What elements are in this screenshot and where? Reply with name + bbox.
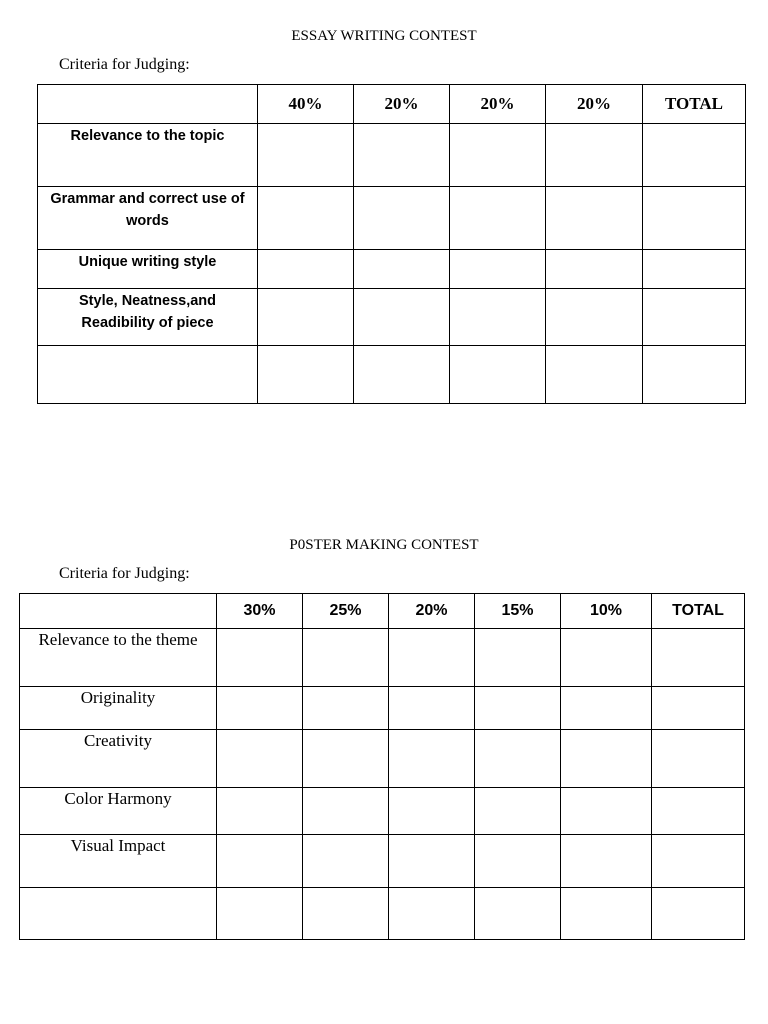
score-cell[interactable]: [258, 124, 354, 187]
essay-criterion-label: Relevance to the topic: [38, 124, 258, 187]
essay-header-total: TOTAL: [643, 85, 746, 124]
score-cell[interactable]: [561, 629, 652, 687]
score-cell[interactable]: [303, 788, 389, 835]
score-cell[interactable]: [450, 187, 546, 250]
score-cell[interactable]: [389, 730, 475, 788]
score-cell[interactable]: [450, 250, 546, 289]
score-cell[interactable]: [475, 788, 561, 835]
total-cell[interactable]: [652, 687, 745, 730]
total-cell[interactable]: [643, 250, 746, 289]
score-cell[interactable]: [258, 346, 354, 404]
score-cell[interactable]: [354, 289, 450, 346]
essay-criterion-label: Unique writing style: [38, 250, 258, 289]
poster-header-total: TOTAL: [652, 594, 745, 629]
table-row: [20, 730, 745, 788]
total-cell[interactable]: [643, 124, 746, 187]
table-row: [20, 629, 745, 687]
score-cell[interactable]: [475, 687, 561, 730]
score-cell[interactable]: [561, 730, 652, 788]
essay-criterion-label: Grammar and correct use of words: [38, 187, 258, 250]
score-cell[interactable]: [475, 629, 561, 687]
score-cell[interactable]: [303, 687, 389, 730]
score-cell[interactable]: [217, 888, 303, 940]
total-cell[interactable]: [652, 629, 745, 687]
table-row: [20, 687, 745, 730]
score-cell[interactable]: [217, 788, 303, 835]
total-cell[interactable]: [652, 730, 745, 788]
essay-header-weight-1: 40%: [258, 85, 354, 124]
score-cell[interactable]: [258, 187, 354, 250]
poster-header-weight-1: 30%: [217, 594, 303, 629]
score-cell[interactable]: [561, 888, 652, 940]
score-cell[interactable]: [217, 835, 303, 888]
score-cell[interactable]: [354, 124, 450, 187]
table-row: [38, 346, 746, 404]
table-row: [38, 124, 746, 187]
score-cell[interactable]: [303, 629, 389, 687]
total-cell[interactable]: [652, 788, 745, 835]
score-cell[interactable]: [561, 835, 652, 888]
poster-header-weight-2: 25%: [303, 594, 389, 629]
score-cell[interactable]: [450, 346, 546, 404]
poster-criterion-label: Originality: [20, 687, 217, 730]
score-cell[interactable]: [475, 730, 561, 788]
score-cell[interactable]: [389, 687, 475, 730]
score-cell[interactable]: [303, 888, 389, 940]
essay-criterion-label: Style, Neatness,and Readibility of piece: [38, 289, 258, 346]
score-cell[interactable]: [303, 835, 389, 888]
table-row: [20, 888, 745, 940]
score-cell[interactable]: [450, 289, 546, 346]
poster-criterion-label: Visual Impact: [20, 835, 217, 888]
table-row: [20, 788, 745, 835]
essay-header-row: [38, 85, 746, 124]
poster-header-row: [20, 594, 745, 629]
score-cell[interactable]: [475, 835, 561, 888]
total-cell[interactable]: [652, 888, 745, 940]
score-cell[interactable]: [561, 687, 652, 730]
score-cell[interactable]: [546, 346, 643, 404]
score-cell[interactable]: [546, 124, 643, 187]
score-cell[interactable]: [217, 730, 303, 788]
score-cell[interactable]: [354, 187, 450, 250]
poster-header-weight-5: 10%: [561, 594, 652, 629]
score-cell[interactable]: [258, 250, 354, 289]
table-row: [38, 289, 746, 346]
score-cell[interactable]: [217, 629, 303, 687]
score-cell[interactable]: [217, 687, 303, 730]
poster-criteria-label: Criteria for Judging:: [59, 565, 190, 582]
score-cell[interactable]: [546, 250, 643, 289]
score-cell[interactable]: [546, 187, 643, 250]
poster-header-weight-4: 15%: [475, 594, 561, 629]
score-cell[interactable]: [546, 289, 643, 346]
score-cell[interactable]: [389, 888, 475, 940]
essay-contest-title: ESSAY WRITING CONTEST: [291, 28, 477, 44]
score-cell[interactable]: [354, 346, 450, 404]
poster-criterion-label: Color Harmony: [20, 788, 217, 835]
poster-criteria-table: [19, 593, 745, 940]
total-cell[interactable]: [643, 346, 746, 404]
poster-header-weight-3: 20%: [389, 594, 475, 629]
score-cell[interactable]: [389, 788, 475, 835]
essay-header-weight-3: 20%: [450, 85, 546, 124]
essay-criteria-label: Criteria for Judging:: [59, 56, 190, 73]
poster-header-blank: [20, 594, 217, 629]
total-cell[interactable]: [643, 289, 746, 346]
poster-contest-title: P0STER MAKING CONTEST: [289, 537, 479, 553]
score-cell[interactable]: [389, 835, 475, 888]
table-row: [20, 835, 745, 888]
essay-header-weight-2: 20%: [354, 85, 450, 124]
score-cell[interactable]: [258, 289, 354, 346]
essay-header-blank: [38, 85, 258, 124]
essay-criteria-table: [37, 84, 746, 404]
total-cell[interactable]: [643, 187, 746, 250]
essay-header-weight-4: 20%: [546, 85, 643, 124]
score-cell[interactable]: [450, 124, 546, 187]
score-cell[interactable]: [303, 730, 389, 788]
poster-criterion-label: Creativity: [20, 730, 217, 788]
poster-criterion-label: Relevance to the theme: [20, 629, 217, 687]
table-row: [38, 187, 746, 250]
score-cell[interactable]: [354, 250, 450, 289]
poster-criterion-label: [20, 888, 217, 940]
score-cell[interactable]: [389, 629, 475, 687]
score-cell[interactable]: [475, 888, 561, 940]
total-cell[interactable]: [652, 835, 745, 888]
essay-criterion-label: [38, 346, 258, 404]
table-row: [38, 250, 746, 289]
score-cell[interactable]: [561, 788, 652, 835]
